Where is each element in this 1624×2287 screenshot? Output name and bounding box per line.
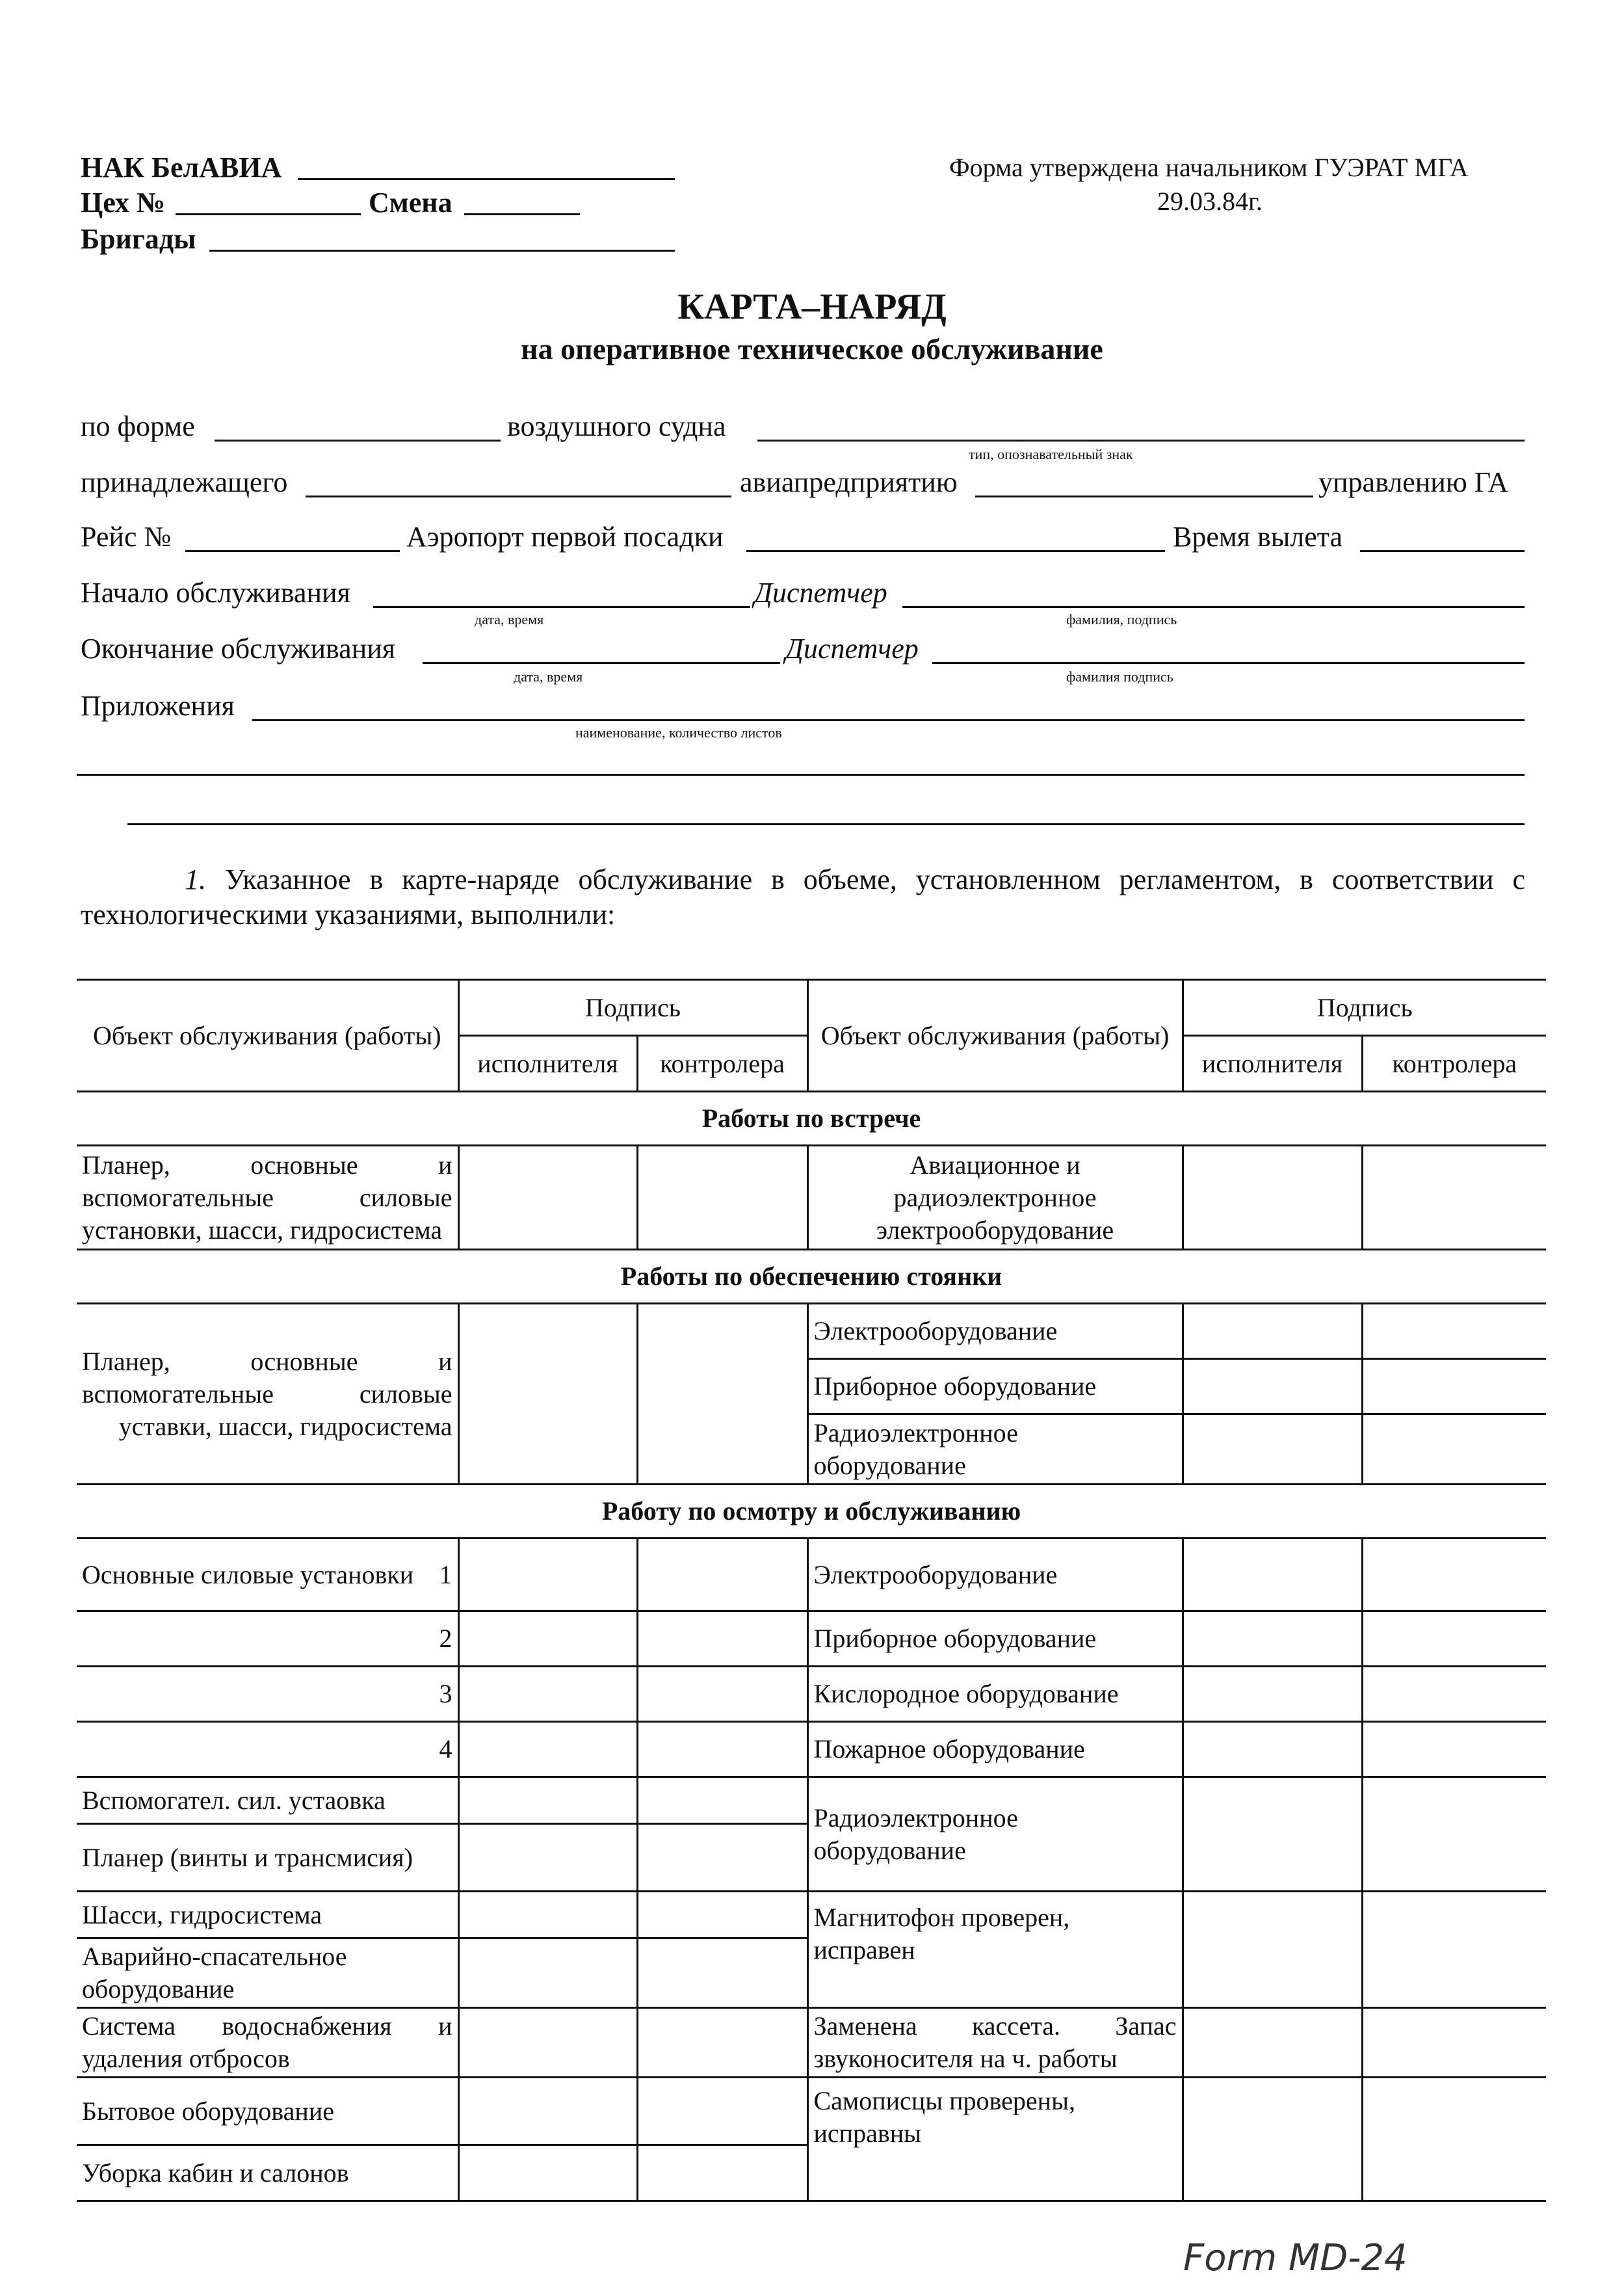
belonging-label: принадлежащего bbox=[81, 466, 288, 498]
departure-time-field[interactable] bbox=[1360, 523, 1525, 552]
insp-emergency-object: Аварийно-спасательное оборудование bbox=[77, 1938, 458, 2008]
section-inspection: Работу по осмотру и обслуживанию bbox=[77, 1485, 1546, 1539]
insp-cassette-performer[interactable] bbox=[1183, 2008, 1362, 2078]
dispatcher-field-1[interactable] bbox=[902, 579, 1525, 608]
park-right-object-2: Приборное оборудование bbox=[807, 1359, 1183, 1414]
insp-engine-3-controller[interactable] bbox=[637, 1667, 807, 1722]
park-left-performer[interactable] bbox=[458, 1304, 637, 1485]
park-right-performer-3[interactable] bbox=[1183, 1414, 1362, 1485]
service-table bbox=[77, 979, 1546, 2202]
shop-label: Цех № bbox=[81, 187, 166, 218]
attachments-field[interactable] bbox=[252, 692, 1525, 721]
insp-right-controller-2[interactable] bbox=[1362, 1611, 1546, 1667]
shop-field[interactable] bbox=[176, 189, 361, 215]
crews-label: Бригады bbox=[81, 223, 196, 255]
park-left-controller[interactable] bbox=[637, 1304, 807, 1485]
crews-field[interactable] bbox=[209, 225, 675, 252]
aircraft-caption: тип, опознавательный знак bbox=[969, 446, 1133, 462]
name-sign-caption-1: фамилия, подпись bbox=[1066, 611, 1177, 628]
engine-1-number: 1 bbox=[439, 1559, 452, 1589]
controller-header-right: контролера bbox=[1362, 1036, 1546, 1092]
insp-gear-object: Шасси, гидросистема bbox=[77, 1892, 458, 1938]
name-sign-caption-2: фамилия подпись bbox=[1066, 668, 1173, 685]
aircraft-label: воздушного судна bbox=[507, 410, 726, 442]
insp-right-object-2: Приборное оборудование bbox=[807, 1611, 1183, 1667]
insp-radio-controller[interactable] bbox=[1362, 1777, 1546, 1892]
insp-flightrec-performer[interactable] bbox=[1183, 2078, 1362, 2201]
insp-airframe-object: Планер (винты и трансмисия) bbox=[77, 1824, 458, 1892]
enterprise-field[interactable] bbox=[975, 468, 1313, 497]
service-start-label: Начало обслуживания bbox=[81, 577, 350, 609]
park-right-performer-2[interactable] bbox=[1183, 1359, 1362, 1414]
belonging-field[interactable] bbox=[306, 468, 731, 497]
object-header-right: Объект обслуживания (работы) bbox=[807, 980, 1183, 1092]
park-right-controller-2[interactable] bbox=[1362, 1359, 1546, 1414]
park-right-controller-3[interactable] bbox=[1362, 1414, 1546, 1485]
insp-water-performer[interactable] bbox=[458, 2008, 637, 2078]
insp-airframe-performer[interactable] bbox=[458, 1824, 637, 1892]
insp-right-object-4: Пожарное оборудование bbox=[807, 1722, 1183, 1777]
park-right-controller-1[interactable] bbox=[1362, 1304, 1546, 1359]
first-airport-field[interactable] bbox=[746, 523, 1165, 552]
insp-right-performer-4[interactable] bbox=[1183, 1722, 1362, 1777]
departure-time-label: Время вылета bbox=[1173, 521, 1343, 553]
flight-no-label: Рейс № bbox=[81, 521, 172, 553]
flight-no-field[interactable] bbox=[185, 523, 400, 552]
park-right-performer-1[interactable] bbox=[1183, 1304, 1362, 1359]
insp-emergency-controller[interactable] bbox=[637, 1938, 807, 2008]
insp-engines-label: Основные силовые установки bbox=[82, 1559, 414, 1589]
meet-left-controller[interactable] bbox=[637, 1146, 807, 1250]
dispatcher-label-1: Диспетчер bbox=[754, 577, 887, 609]
meet-left-performer[interactable] bbox=[458, 1146, 637, 1250]
page-title: КАРТА–НАРЯД bbox=[677, 287, 947, 327]
first-airport-label: Аэропорт первой посадки bbox=[406, 521, 724, 553]
by-form-field[interactable] bbox=[215, 412, 501, 442]
insp-gear-performer[interactable] bbox=[458, 1892, 637, 1938]
dispatcher-field-2[interactable] bbox=[932, 635, 1525, 664]
insp-engine-2-controller[interactable] bbox=[637, 1611, 807, 1667]
insp-radio-performer[interactable] bbox=[1183, 1777, 1362, 1892]
insp-right-performer-3[interactable] bbox=[1183, 1667, 1362, 1722]
insp-right-object-1: Электрооборудование bbox=[807, 1539, 1183, 1611]
meet-left-object: Планер, основные и вспомогательные силовые установки, шасси, гидросистема bbox=[77, 1146, 458, 1250]
performer-header-right: исполнителя bbox=[1183, 1036, 1362, 1092]
engine-3-number: 3 bbox=[77, 1667, 458, 1722]
park-left-object: Планер, основные и вспомогательные силовые уставки, шасси, гидросистема bbox=[77, 1304, 458, 1485]
page-subtitle: на оперативное техническое обслуживание bbox=[521, 332, 1103, 365]
insp-airframe-controller[interactable] bbox=[637, 1824, 807, 1892]
insp-cassette-object: Заменена кассета. Запас звуконосителя на ч. работы bbox=[807, 2008, 1183, 2078]
meet-right-controller[interactable] bbox=[1362, 1146, 1546, 1250]
section-parking: Работы по обеспечению стоянки bbox=[77, 1250, 1546, 1304]
aircraft-field[interactable] bbox=[757, 412, 1525, 442]
insp-water-controller[interactable] bbox=[637, 2008, 807, 2078]
approval-date: 29.03.84г. bbox=[1157, 187, 1263, 216]
dispatcher-label-2: Диспетчер bbox=[785, 633, 919, 665]
meet-right-performer[interactable] bbox=[1183, 1146, 1362, 1250]
approval-text: Форма утверждена начальником ГУЭРАТ МГА bbox=[949, 153, 1469, 182]
meet-right-object: Авиационное и радиоэлектронное электрооборудование bbox=[807, 1146, 1183, 1250]
insp-recorder-controller[interactable] bbox=[1362, 1892, 1546, 2008]
attachments-line-3[interactable] bbox=[127, 797, 1525, 825]
park-right-object-3: Радиоэлектронное оборудование bbox=[807, 1414, 1183, 1485]
insp-flightrec-object: Самописцы проверены, исправны bbox=[807, 2078, 1183, 2201]
insp-engine-4-controller[interactable] bbox=[637, 1722, 807, 1777]
insp-right-controller-1[interactable] bbox=[1362, 1539, 1546, 1611]
section1-text bbox=[81, 862, 1525, 932]
insp-cleaning-controller[interactable] bbox=[637, 2145, 807, 2201]
engine-2-number: 2 bbox=[77, 1611, 458, 1667]
insp-cleaning-object: Уборка кабин и салонов bbox=[77, 2145, 458, 2201]
controller-header-left: контролера bbox=[637, 1036, 807, 1092]
directorate-label: управлению ГА bbox=[1318, 466, 1509, 498]
service-end-field[interactable] bbox=[423, 635, 780, 664]
service-start-field[interactable] bbox=[373, 579, 750, 608]
insp-gear-controller[interactable] bbox=[637, 1892, 807, 1938]
insp-emergency-performer[interactable] bbox=[458, 1938, 637, 2008]
service-end-label: Окончание обслуживания bbox=[81, 633, 396, 665]
insp-right-object-3: Кислородное оборудование bbox=[807, 1667, 1183, 1722]
insp-right-controller-3[interactable] bbox=[1362, 1667, 1546, 1722]
insp-engine-2-performer[interactable] bbox=[458, 1611, 637, 1667]
section1-body: Указанное в карте-наряде обслуживание в объеме, установленном регламентом, в соответствии с технологическими указаниями, выполнили: bbox=[81, 864, 1525, 931]
engine-4-number: 4 bbox=[77, 1722, 458, 1777]
attachments-label: Приложения bbox=[81, 690, 235, 722]
by-form-label: по форме bbox=[81, 410, 195, 442]
form-code: Form MD-24 bbox=[1183, 2237, 1408, 2279]
insp-apu-object: Вспомогател. сил. устаовка bbox=[77, 1777, 458, 1824]
insp-household-performer[interactable] bbox=[458, 2078, 637, 2145]
attachments-line-2[interactable] bbox=[77, 748, 1525, 776]
insp-apu-performer[interactable] bbox=[458, 1777, 637, 1824]
insp-recorder-performer[interactable] bbox=[1183, 1892, 1362, 2008]
object-header-left: Объект обслуживания (работы) bbox=[77, 980, 458, 1092]
insp-cassette-controller[interactable] bbox=[1362, 2008, 1546, 2078]
datetime-caption-2: дата, время bbox=[514, 668, 583, 685]
insp-engine-1-performer[interactable] bbox=[458, 1539, 637, 1611]
attachments-caption: наименование, количество листов bbox=[575, 724, 782, 741]
insp-right-performer-2[interactable] bbox=[1183, 1611, 1362, 1667]
org-label: НАК БелАВИА bbox=[81, 152, 282, 183]
signature-header-right: Подпись bbox=[1183, 980, 1546, 1036]
datetime-caption-1: дата, время bbox=[475, 611, 544, 628]
shift-label: Смена bbox=[369, 187, 452, 218]
insp-apu-controller[interactable] bbox=[637, 1777, 807, 1824]
enterprise-label: авиапредприятию bbox=[740, 466, 958, 498]
insp-right-controller-4[interactable] bbox=[1362, 1722, 1546, 1777]
insp-flightrec-controller[interactable] bbox=[1362, 2078, 1546, 2201]
insp-engine-4-performer[interactable] bbox=[458, 1722, 637, 1777]
shift-field[interactable] bbox=[464, 189, 580, 215]
performer-header-left: исполнителя bbox=[458, 1036, 637, 1092]
section-meeting: Работы по встрече bbox=[77, 1092, 1546, 1146]
insp-radio-object: Радиоэлектронное оборудование bbox=[807, 1777, 1183, 1892]
insp-cleaning-performer[interactable] bbox=[458, 2145, 637, 2201]
section1-number: 1. bbox=[185, 864, 206, 895]
insp-household-controller[interactable] bbox=[637, 2078, 807, 2145]
insp-engine-3-performer[interactable] bbox=[458, 1667, 637, 1722]
insp-engine-1-controller[interactable] bbox=[637, 1539, 807, 1611]
insp-right-performer-1[interactable] bbox=[1183, 1539, 1362, 1611]
insp-engines-object bbox=[77, 1539, 458, 1611]
signature-header-left: Подпись bbox=[458, 980, 807, 1036]
insp-recorder-object: Магнитофон проверен, исправен bbox=[807, 1892, 1183, 2008]
org-field[interactable] bbox=[298, 153, 675, 180]
insp-household-object: Бытовое оборудование bbox=[77, 2078, 458, 2145]
park-right-object-1: Электрооборудование bbox=[807, 1304, 1183, 1359]
insp-water-object: Система водоснабжения и удаления отбросов bbox=[77, 2008, 458, 2078]
